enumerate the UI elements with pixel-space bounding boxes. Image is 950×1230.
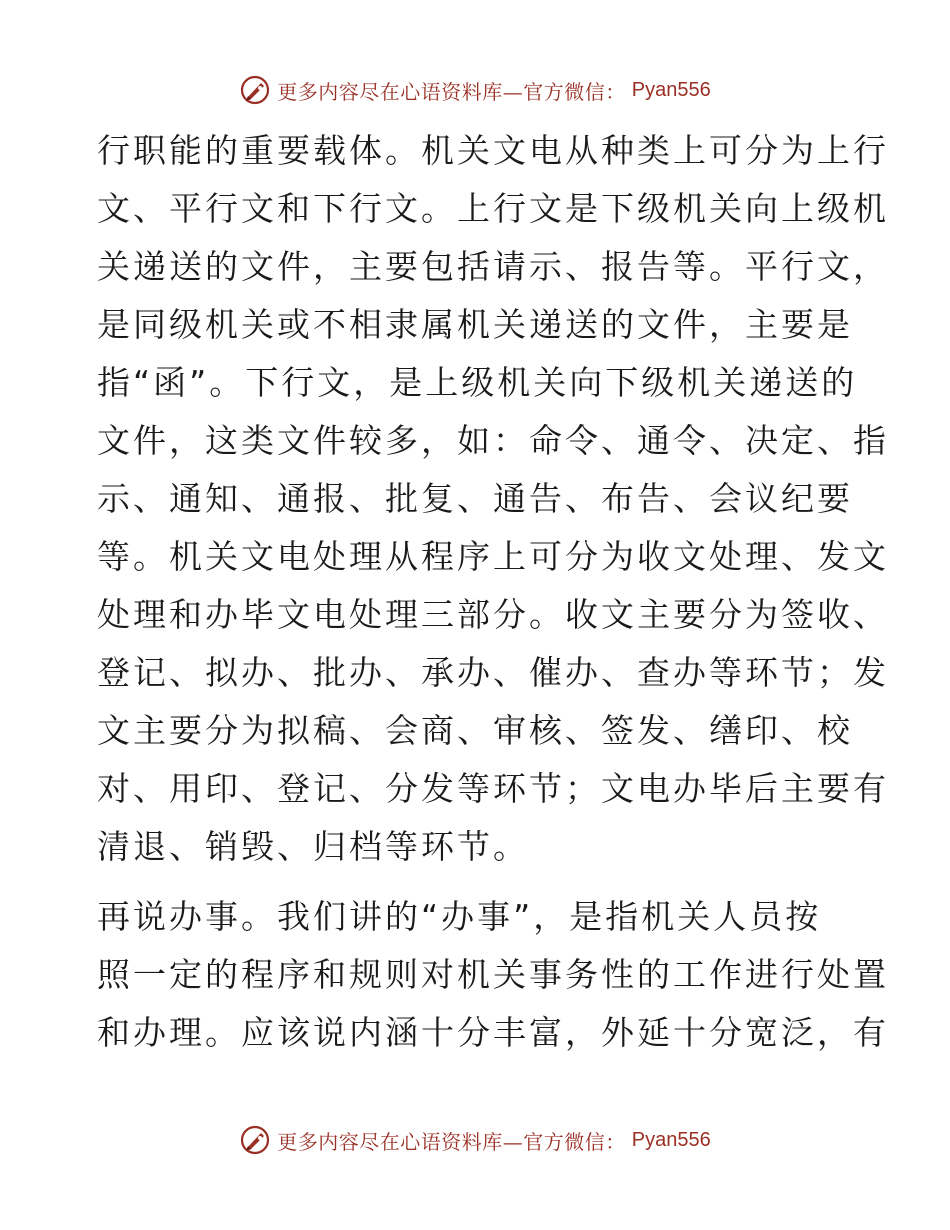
text-line: 登记、拟办、批办、承办、催办、查办等环节；发 [97,653,889,692]
quill-pen-icon [239,1124,271,1156]
text-line: 和办理。应该说内涵十分丰富，外延十分宽泛，有 [97,1013,889,1052]
text-line: 行职能的重要载体。机关文电从种类上可分为上行 [97,131,889,170]
text-line: 文件，这类文件较多，如：命令、通令、决定、指 [97,421,889,460]
text-line: 等。机关文电处理从程序上可分为收文处理、发文 [97,537,889,576]
text-line: 文主要分为拟稿、会商、审核、签发、缮印、校 [97,711,853,750]
text-line: 照一定的程序和规则对机关事务性的工作进行处置 [97,955,889,994]
text-line: 指“函”。下行文，是上级机关向下级机关递送的 [97,363,858,402]
text-line: 是同级机关或不相隶属机关递送的文件，主要是 [97,305,853,344]
header-brand-id: Pyan556 [631,78,711,101]
page-footer [0,1120,950,1160]
text-line: 关递送的文件，主要包括请示、报告等。平行文， [97,247,889,286]
header-brand [239,74,710,106]
text-line: 示、通知、通报、批复、通告、布告、会议纪要 [97,479,853,518]
page-header [0,70,950,110]
text-line: 对、用印、登记、分发等环节；文电办毕后主要有 [97,769,889,808]
footer-brand [239,1124,710,1156]
header-brand-text: 更多内容尽在心语资料库—官方微信： [277,79,626,104]
text-line: 再说办事。我们讲的“办事”，是指机关人员按 [97,897,822,936]
text-line: 文、平行文和下行文。上行文是下级机关向上级机 [97,189,889,228]
text-line: 清退、销毁、归档等环节。 [97,827,529,866]
footer-brand-id: Pyan556 [631,1128,711,1151]
paragraph-2 [97,888,889,1062]
footer-brand-text: 更多内容尽在心语资料库—官方微信： [277,1129,626,1154]
document-body [97,122,889,1062]
paragraph-1 [97,122,889,876]
quill-pen-icon [239,74,271,106]
text-line: 处理和办毕文电处理三部分。收文主要分为签收、 [97,595,889,634]
paragraph-spacer [97,876,857,888]
